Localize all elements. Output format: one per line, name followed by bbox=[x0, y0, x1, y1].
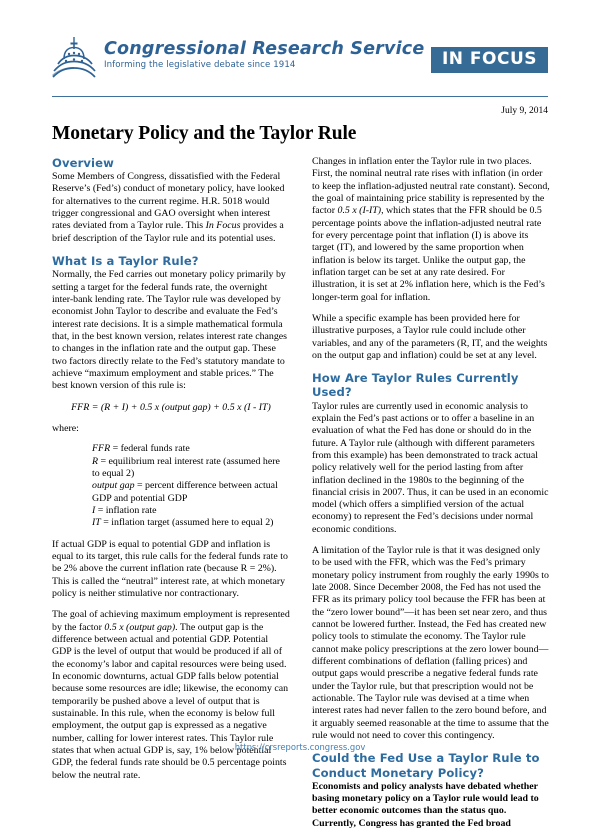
definition-output-gap: output gap = percent difference between actual GDP and potential GDP bbox=[92, 480, 278, 504]
footer bbox=[0, 737, 600, 755]
capitol-dome-icon bbox=[52, 34, 96, 82]
where-label: where: bbox=[52, 423, 79, 435]
masthead bbox=[52, 0, 548, 87]
paragraph-output-gap bbox=[52, 609, 290, 782]
body-columns bbox=[52, 156, 548, 830]
variable-definitions bbox=[92, 443, 290, 529]
right-column bbox=[312, 156, 550, 830]
paragraph-overview bbox=[52, 171, 290, 245]
overview-text-b: provides a brief description of the Taylor rule and its potential uses. bbox=[52, 220, 284, 244]
footer-url-link[interactable]: https://crsreports.congress.gov bbox=[234, 742, 366, 752]
paragraph-limitation: A limitation of the Taylor rule is that it was designed only to be used with the FFR, which was the Fed’s primary monetary policy instrument from roughly the early 1990s to late 2008. Since December 2008, the Fed has not used the FFR as its primary policy tool because the FFR has been at the “zero lower bound”—it has been set near zero, and thus cannot be lowered further. Instead, the Fed has created new policy tools to stimulate the economy. The Taylor rule cannot make policy prescriptions at the zero lower bound—different combinations of deflation (falling prices) and output gaps would prescribe a negative federal funds rate under the Taylor rule, but that prescription would not be actionable. The Taylor rule was devised at a time when interest rates had never fallen to the zero bound before, and it arguably seemed reasonable at the time to assume that the rule would not need to cover this contingency. bbox=[312, 545, 549, 742]
inflation-text-a: Changes in inflation enter the Taylor rule in two places. First, the nominal neutral rate rises with inflation (in order to keep the inflation-adjusted neutral rate constant). Second, the goal of maintaining price stability is represented by the factor bbox=[312, 156, 550, 217]
inflation-text-b: , which states that the FFR should be 0.5 percentage points above the inflation-adjusted neutral rate for every percentage point that inflation (I) is above its target (IT), and lowered by the same proportion when inflation is below its target. Unlike the output gap, the inflation target can be set at any rate desired. For illustration, it is set at 2% inflation here, which is the Fed’s longer-term goal for inflation. bbox=[312, 205, 545, 303]
output-gap-text-italic: 0.5 x (output gap) bbox=[104, 621, 176, 633]
overview-text-italic: In Focus bbox=[205, 220, 241, 232]
definition-r: R = equilibrium real interest rate (assumed here to equal 2) bbox=[92, 455, 280, 480]
brand-name: Congressional Research Service bbox=[104, 39, 425, 59]
paragraph-what-is-taylor-rule: Normally, the Fed carries out monetary policy primarily by setting a target for the federal funds rate, the overnight inter-bank lending rate. The Taylor rule was developed by economist John Taylor to describe and evaluate the Fed’s interest rate decisions. It is a simple mathematical formula that, in the best known version, relates interest rate changes to changes in the inflation rate and the output gap. These two factors directly relate to the Fed’s statutory mandate to achieve “maximum employment and stable prices.” The best known version of this rule is: bbox=[52, 269, 288, 392]
paragraph-how-used: Taylor rules are currently used in economic analysis to explain the Fed’s past actions or to offer a baseline in an evaluation of what the Fed has done or should do in the future. A Taylor rule (although with different parameters from this example) has been demonstrated to track actual policy relatively well for the period lasting from after inflation declined in the 1980s to the beginning of the financial crisis in 2007. Thus, it can be used in an economic model (which offers a simplified version of the actual economy) to represent the Fed’s decisions under normal economic conditions. bbox=[312, 400, 549, 535]
paragraph-inflation bbox=[312, 156, 550, 304]
output-gap-text-b: . The output gap is the difference between actual and potential GDP. Potential GDP is the level of output that would be produced if all of the economy’s labor and capital resources were being used. In economic downturns, actual GDP falls below potential because some resources are idle; likewise, the economy can temporarily be pushed above a level of output that is sustainable. In this rule, when the economy is below full employment, the output gap is expressed as a negative number, calling for lower interest rates. This Taylor rule states that when actual GDP is, say, 1% below potential GDP, the federal funds rate should be 0.5 percentage points below the neutral rate. bbox=[52, 621, 289, 781]
heading-overview: Overview bbox=[52, 156, 114, 170]
overview-text-a: Some Members of Congress, dissatisfied with the Federal Reserve’s (Fed’s) conduct of monetary policy, have looked for alternatives to the current regime. H.R. 5018 would trigger congressional and GAO oversight when interest rates deviated from a Taylor rule. This bbox=[52, 171, 285, 232]
output-gap-text-a: The goal of achieving maximum employment is represented by the factor bbox=[52, 609, 290, 633]
definition-ffr: FFR = federal funds rate bbox=[92, 443, 190, 455]
paragraph-could-fed-use: Economists and policy analysts have debated whether basing monetary policy on a Taylor rule would lead to better economic outcomes than the status quo. Currently, Congress has granted the Fed broad bbox=[312, 780, 539, 829]
document-date: July 9, 2014 bbox=[501, 106, 548, 116]
definition-it: IT = inflation target (assumed here to equal 2) bbox=[92, 517, 274, 529]
paragraph-example: While a specific example has been provided here for illustrative purposes, a Taylor rule could include other variables, and any of the parameters (R, IT, and the weights on the output gap and inflation) could be set at any level. bbox=[312, 312, 548, 361]
taylor-rule-formula: FFR = (R + I) + 0.5 x (output gap) + 0.5 x (I - IT) bbox=[71, 401, 271, 413]
in-focus-badge: IN FOCUS bbox=[431, 47, 548, 73]
heading-how-are-taylor-rules-used: How Are Taylor Rules Currently Used? bbox=[312, 371, 519, 400]
brand-tagline: Informing the legislative debate since 1914 bbox=[104, 60, 296, 71]
masthead-divider bbox=[52, 96, 548, 97]
heading-could-fed-use-taylor-rule: Could the Fed Use a Taylor Rule to Conduct Monetary Policy? bbox=[312, 751, 540, 780]
definition-i: I = inflation rate bbox=[92, 505, 157, 517]
inflation-text-italic: 0.5 x (I-IT) bbox=[337, 205, 382, 217]
page-title: Monetary Policy and the Taylor Rule bbox=[52, 123, 357, 144]
heading-what-is-taylor-rule: What Is a Taylor Rule? bbox=[52, 254, 199, 269]
left-column bbox=[52, 156, 290, 830]
paragraph-neutral-rate: If actual GDP is equal to potential GDP and inflation is equal to its target, this rule calls for the federal funds rate to be 2% above the current inflation rate (because R = 2%). This is called the “neutral” interest rate, at which monetary policy is neither stimulative nor contractionary. bbox=[52, 538, 288, 600]
